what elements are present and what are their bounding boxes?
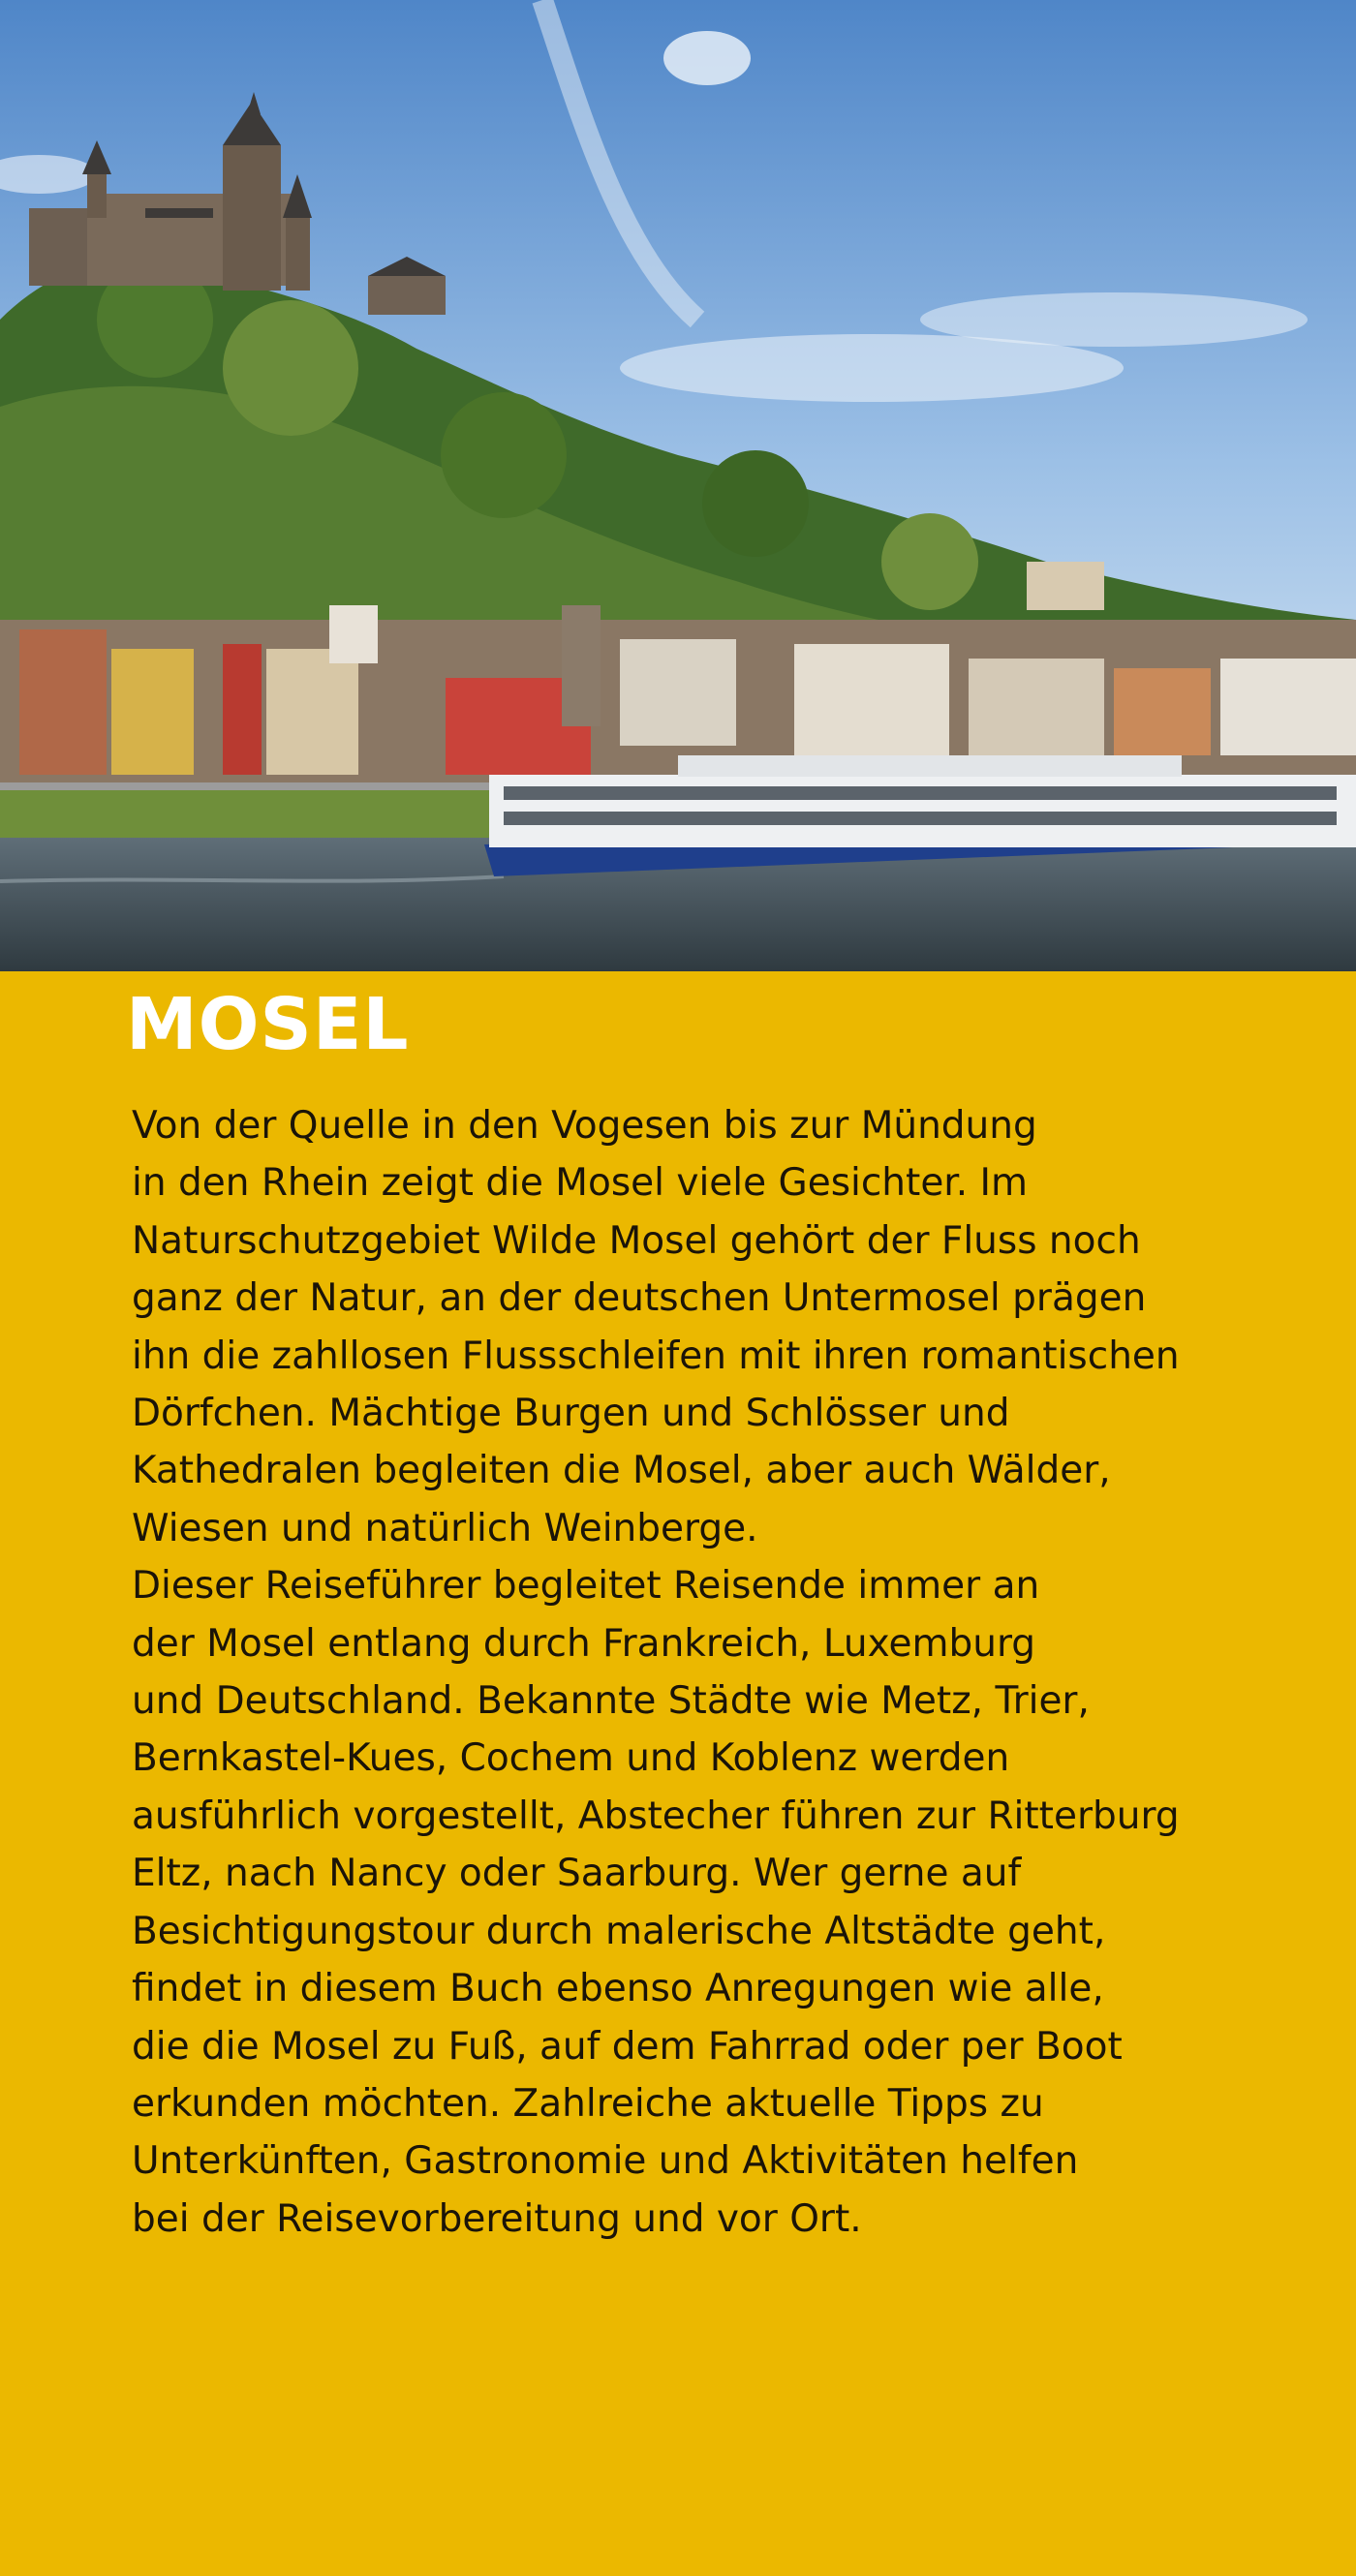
text-line: Eltz, nach Nancy oder Saarburg. Wer gerne auf (132, 1852, 1022, 1896)
description-text (132, 1097, 1323, 2248)
text-line: und Deutschland. Bekannte Städte wie Metz, Trier, (132, 1679, 1090, 1724)
riverbank (0, 782, 504, 843)
text-line: Besichtigungstour durch malerische Altstädte geht, (132, 1909, 1106, 1953)
text-line: der Mosel entlang durch Frankreich, Luxemburg (132, 1621, 1036, 1666)
text-line: Dörfchen. Mächtige Burgen und Schlösser und (132, 1392, 1010, 1436)
cover-photo (0, 0, 1356, 971)
text-line: Naturschutzgebiet Wilde Mosel gehört der Fluss noch (132, 1218, 1141, 1263)
text-line: findet in diesem Buch ebenso Anregungen wie alle, (132, 1967, 1104, 2011)
text-line: die die Mosel zu Fuß, auf dem Fahrrad oder per Boot (132, 2024, 1123, 2069)
text-line: Unterkünften, Gastronomie und Aktivitäten helfen (132, 2139, 1079, 2184)
text-line: bei der Reisevorbereitung und vor Ort. (132, 2196, 862, 2241)
text-line: Wiesen und natürlich Weinberge. (132, 1506, 758, 1550)
text-line: Bernkastel-Kues, Cochem und Koblenz werden (132, 1736, 1010, 1781)
text-line: ihn die zahllosen Flussschleifen mit ihren romantischen (132, 1334, 1180, 1378)
text-line: Dieser Reiseführer begleitet Reisende immer an (132, 1564, 1040, 1609)
text-line: erkunden möchten. Zahlreiche aktuelle Tipps zu (132, 2081, 1044, 2126)
text-line: ausführlich vorgestellt, Abstecher führen zur Ritterburg (132, 1794, 1180, 1838)
text-line: Von der Quelle in den Vogesen bis zur Mündung (132, 1104, 1037, 1148)
text-line: Kathedralen begleiten die Mosel, aber auch Wälder, (132, 1449, 1111, 1493)
text-line: in den Rhein zeigt die Mosel viele Gesichter. Im (132, 1161, 1029, 1206)
text-line: ganz der Natur, an der deutschen Untermosel prägen (132, 1276, 1147, 1321)
page-title: MOSEL (126, 983, 410, 1066)
